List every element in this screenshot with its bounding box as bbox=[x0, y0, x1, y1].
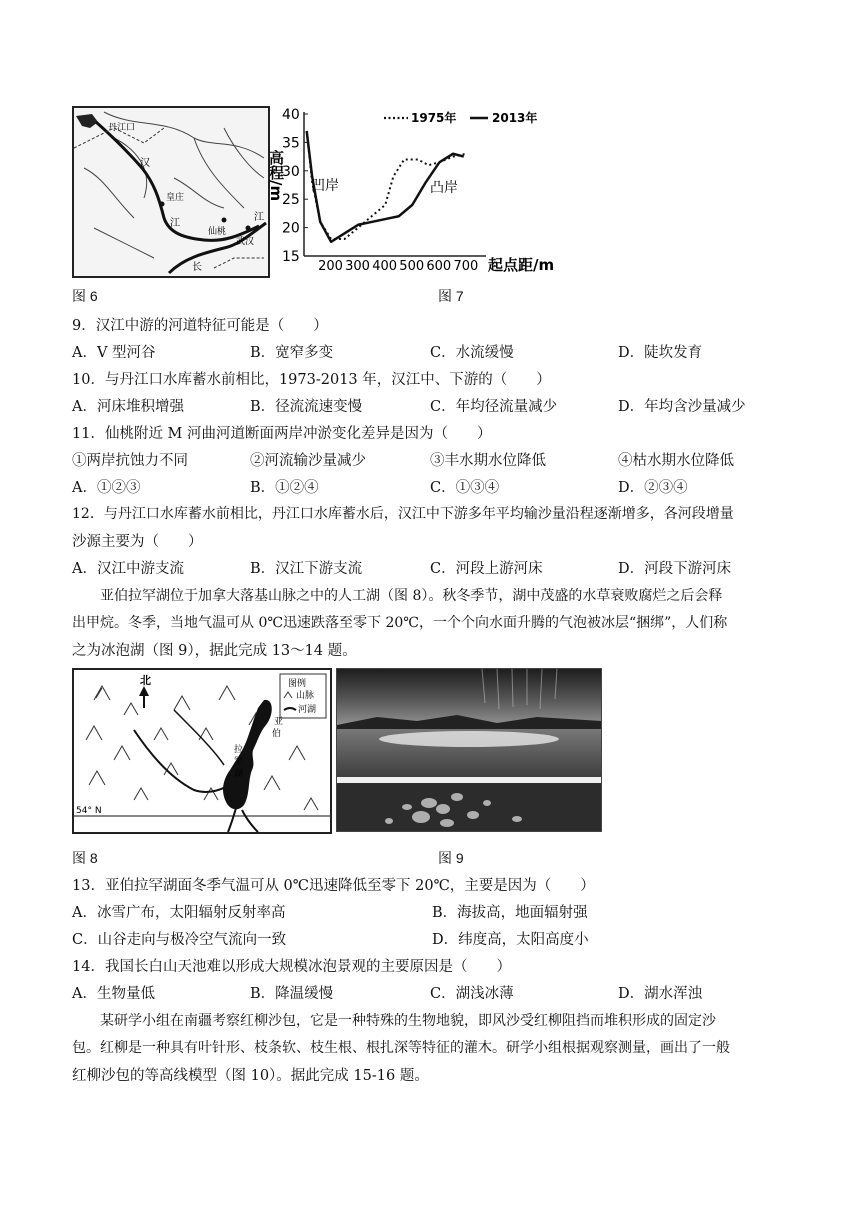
figure-6-map bbox=[72, 106, 270, 278]
q11-item-1: ①两岸抗蚀力不同 bbox=[72, 453, 188, 469]
q14-option-c[interactable]: C．湖浅冰薄 bbox=[430, 986, 514, 1002]
q9-option-b[interactable]: B．宽窄多变 bbox=[250, 345, 334, 361]
q13-option-b[interactable]: B．海拔高，地面辐射强 bbox=[432, 905, 588, 921]
x-tick-label: 700 bbox=[453, 259, 479, 274]
figure-8-map bbox=[72, 668, 332, 834]
q11-item-4: ④枯水期水位降低 bbox=[618, 453, 734, 469]
x-tick-label: 500 bbox=[399, 259, 425, 274]
q14-option-d[interactable]: D．湖水浑浊 bbox=[618, 986, 703, 1002]
label-jiang: 江 bbox=[170, 218, 180, 229]
label-danjiangkou: 丹江口 bbox=[108, 123, 136, 133]
passage3-line-3: 红柳沙包的等高线模型（图 10）。据此完成 15-16 题。 bbox=[72, 1068, 429, 1084]
x-tick-label: 400 bbox=[372, 259, 398, 274]
north-label: 北 bbox=[140, 674, 151, 687]
q11-stem: 11．仙桃附近 M 河曲河道断面两岸冲淤变化差异是因为（ ） bbox=[72, 426, 492, 442]
q9-option-c[interactable]: C．水流缓慢 bbox=[430, 345, 514, 361]
lake-name-2: 伯 bbox=[272, 729, 282, 739]
q12-stem-line-2: 沙源主要为（ ） bbox=[72, 534, 203, 550]
q14-option-a[interactable]: A．生物量低 bbox=[72, 986, 155, 1002]
annotation-concave-bank: 凹岸 bbox=[311, 178, 339, 194]
annotation-convex-bank: 凸岸 bbox=[430, 180, 458, 196]
passage2-line-2: 出甲烷。冬季，当地气温可从 0℃迅速跌落至零下 20℃，一个个向水面升腾的气泡被冰层“捆绑”，人们称 bbox=[72, 615, 728, 631]
passage2-line-3: 之为冰泡湖（图 9），据此完成 13～14 题。 bbox=[72, 643, 357, 659]
figure-9-caption: 图 9 bbox=[438, 850, 464, 866]
q12-option-d[interactable]: D．河段下游河床 bbox=[618, 561, 732, 577]
q9-option-d[interactable]: D．陡坎发育 bbox=[618, 345, 703, 361]
y-tick-label: 15 bbox=[282, 249, 300, 265]
x-axis-label: 起点距/m bbox=[488, 256, 555, 274]
q9-option-a[interactable]: A．V 型河谷 bbox=[72, 345, 156, 361]
label-huangzhuang: 皇庄 bbox=[166, 193, 185, 203]
lake-name-4: 罕 bbox=[234, 757, 244, 767]
q11-item-2: ②河流输沙量减少 bbox=[250, 453, 366, 469]
label-jiang-2: 江 bbox=[254, 212, 264, 223]
ice-bubble-lake-photo bbox=[337, 669, 601, 831]
lake-name-3: 拉 bbox=[234, 745, 244, 755]
lake-name-5: 湖 bbox=[234, 769, 244, 779]
passage3-line-2: 包。红柳是一种具有叶针形、枝条软、枝生根、根扎深等特征的灌木。研学小组根据观察测量，画出了一般 bbox=[72, 1040, 730, 1056]
y-tick-label: 35 bbox=[282, 135, 300, 152]
lake-name-1: 亚 bbox=[274, 717, 284, 727]
y-tick-label: 25 bbox=[282, 192, 300, 209]
elevation-profile-chart bbox=[267, 102, 566, 278]
x-tick-label: 300 bbox=[345, 259, 370, 274]
q13-option-d[interactable]: D．纬度高，太阳高度小 bbox=[432, 932, 589, 948]
q11-option-a[interactable]: A．①②③ bbox=[72, 480, 141, 496]
figure-6-caption: 图 6 bbox=[72, 288, 98, 304]
q14-option-b[interactable]: B．降温缓慢 bbox=[250, 986, 334, 1002]
q13-option-c[interactable]: C．山谷走向与极冷空气流向一致 bbox=[72, 932, 287, 948]
y-axis-label: 高程/m bbox=[267, 150, 285, 202]
y-tick-label: 20 bbox=[282, 220, 300, 237]
q13-stem: 13．亚伯拉罕湖面冬季气温可从 0℃迅速降低至零下 20℃，主要是因为（ ） bbox=[72, 878, 595, 894]
figure-7-chart bbox=[267, 102, 566, 278]
y-tick-label: 30 bbox=[282, 163, 300, 180]
x-tick-label: 600 bbox=[426, 259, 452, 274]
x-tick-label: 200 bbox=[318, 259, 343, 274]
q11-option-b[interactable]: B．①②④ bbox=[250, 480, 319, 496]
q14-stem: 14．我国长白山天池难以形成大规模冰泡景观的主要原因是（ ） bbox=[72, 959, 511, 975]
q10-option-b[interactable]: B．径流流速变慢 bbox=[250, 399, 363, 415]
legend-1975-label: 1975年 bbox=[411, 111, 457, 125]
q10-stem: 10．与丹江口水库蓄水前相比，1973-2013 年，汉江中、下游的（ ） bbox=[72, 372, 551, 388]
y-tick-label: 40 bbox=[282, 107, 300, 123]
q12-option-b[interactable]: B．汉江下游支流 bbox=[250, 561, 363, 577]
q11-option-d[interactable]: D．②③④ bbox=[618, 480, 688, 496]
q11-item-3: ③丰水期水位降低 bbox=[430, 453, 546, 469]
label-wuhan: 武汉 bbox=[236, 237, 255, 247]
q12-option-c[interactable]: C．河段上游河床 bbox=[430, 561, 543, 577]
q10-option-d[interactable]: D．年均含沙量减少 bbox=[618, 399, 746, 415]
q12-stem-line-1: 12．与丹江口水库蓄水前相比，丹江口水库蓄水后，汉江中下游多年平均输沙量沿程逐渐增多，各河段增量 bbox=[72, 506, 734, 522]
label-xiantao: 仙桃 bbox=[208, 227, 227, 237]
han-river-map bbox=[74, 108, 268, 276]
figure-8-caption: 图 8 bbox=[72, 850, 98, 866]
legend-title: 图例 bbox=[288, 679, 307, 689]
label-chang: 长 bbox=[192, 262, 202, 273]
latitude-label: 54° N bbox=[76, 806, 102, 816]
legend-mountain: 山脉 bbox=[296, 691, 315, 701]
figure-7-caption: 图 7 bbox=[438, 288, 464, 304]
q9-stem: 9．汉江中游的河道特征可能是（ ） bbox=[72, 318, 328, 334]
q12-option-a[interactable]: A．汉江中游支流 bbox=[72, 561, 184, 577]
legend-2013-label: 2013年 bbox=[492, 111, 538, 125]
q10-option-a[interactable]: A．河床堆积增强 bbox=[72, 399, 184, 415]
passage3-line-1: 某研学小组在南疆考察红柳沙包，它是一种特殊的生物地貌，即风沙受红柳阻挡而堆积形成的固定沙 bbox=[100, 1013, 716, 1029]
q10-option-c[interactable]: C．年均径流量减少 bbox=[430, 399, 558, 415]
label-han: 汉 bbox=[140, 158, 150, 169]
figure-9-photo bbox=[336, 668, 602, 832]
q13-option-a[interactable]: A．冰雪广布，太阳辐射反射率高 bbox=[72, 905, 286, 921]
legend-lake: 河湖 bbox=[298, 705, 317, 715]
passage2-line-1: 亚伯拉罕湖位于加拿大落基山脉之中的人工湖（图 8）。秋冬季节，湖中茂盛的水草衰败腐烂之后会释 bbox=[100, 588, 723, 604]
q11-option-c[interactable]: C．①③④ bbox=[430, 480, 500, 496]
